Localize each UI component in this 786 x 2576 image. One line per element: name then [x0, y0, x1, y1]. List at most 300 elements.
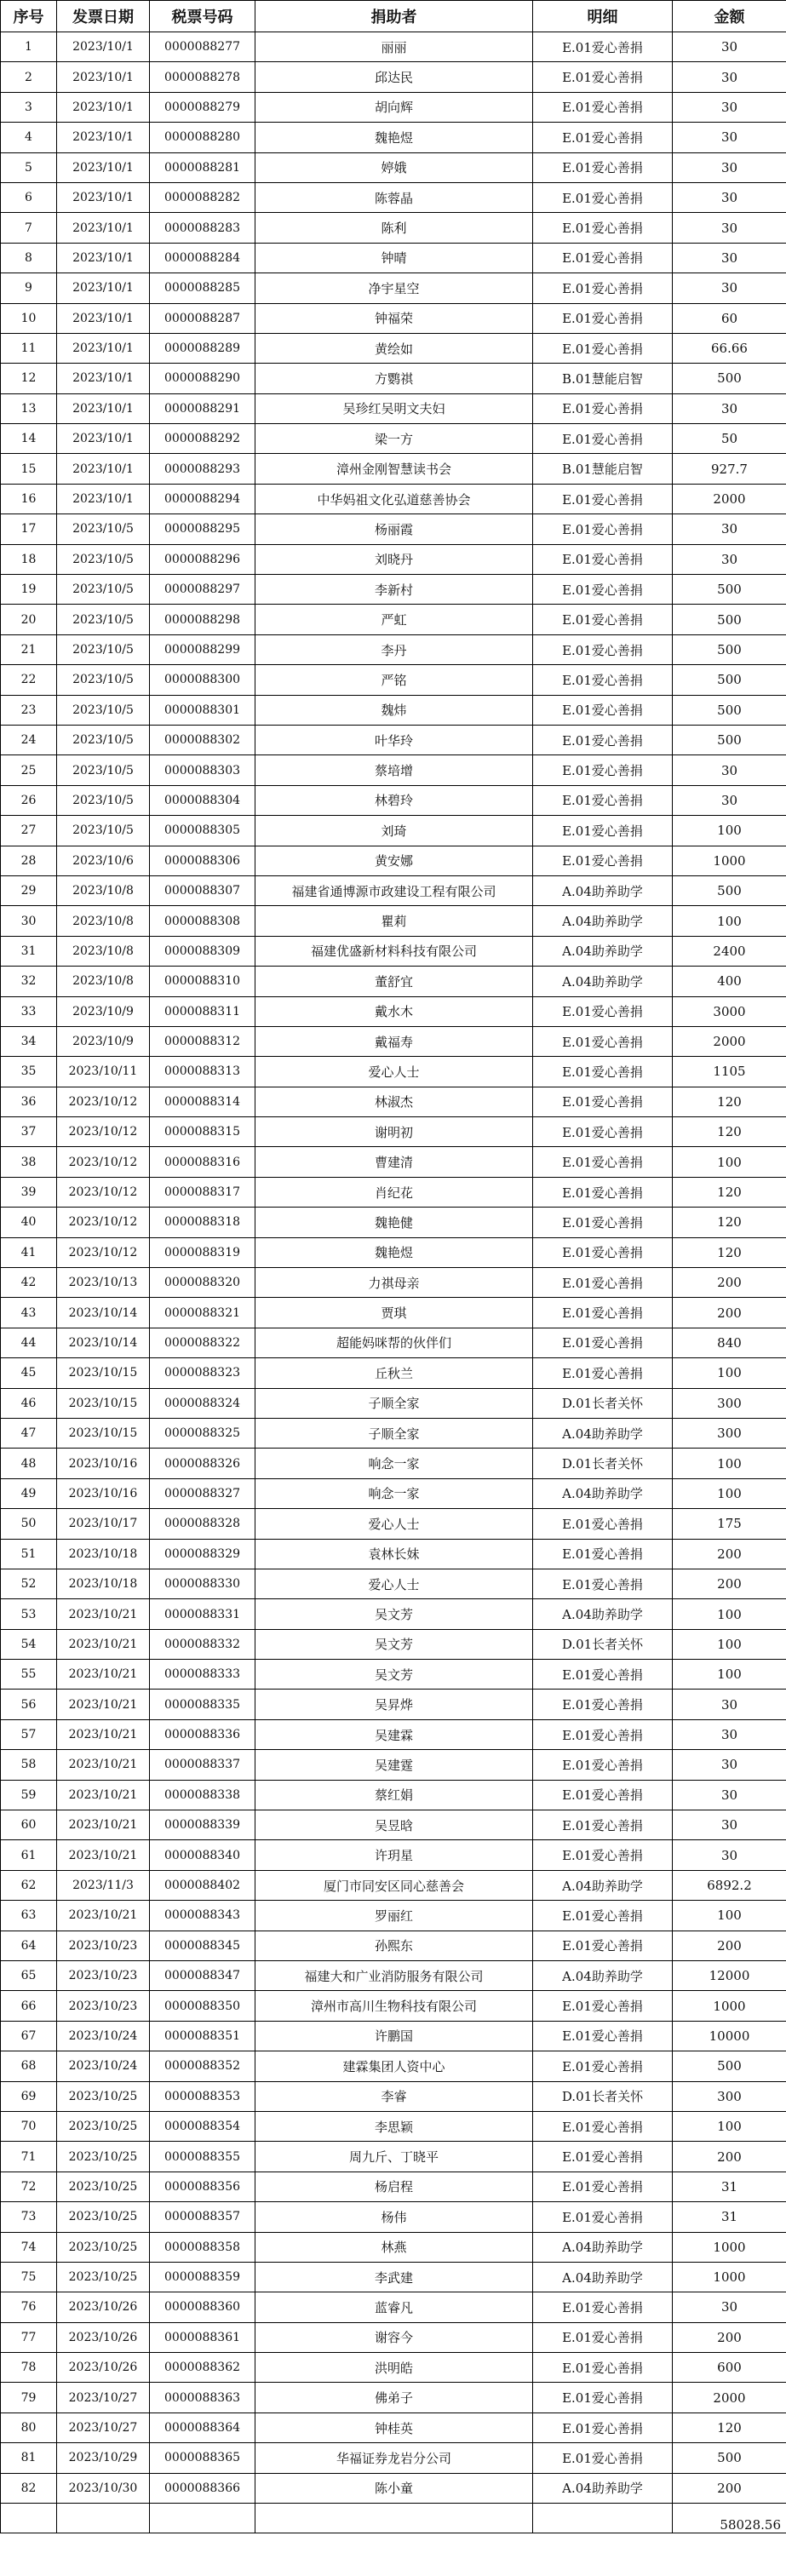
invoice-date: 2023/10/24	[57, 2021, 150, 2051]
donor-name: 福建大和广业消防服务有限公司	[255, 1961, 533, 1991]
donor-name: 蔡红娟	[255, 1780, 533, 1810]
table-row	[1, 2383, 786, 2412]
invoice-date: 2023/10/1	[57, 393, 150, 423]
donation-detail: E.01爱心善捐	[533, 1147, 673, 1177]
header-invoice-date: 发票日期	[57, 1, 150, 32]
donation-amount: 500	[673, 725, 786, 754]
donation-amount: 175	[673, 1509, 786, 1539]
donation-detail: A.04助养助学	[533, 2262, 673, 2292]
donation-detail: E.01爱心善捐	[533, 1690, 673, 1719]
invoice-date: 2023/10/25	[57, 2111, 150, 2141]
invoice-date: 2023/10/21	[57, 1840, 150, 1870]
donation-amount: 2000	[673, 1026, 786, 1056]
donation-amount: 30	[673, 92, 786, 122]
row-index: 11	[1, 333, 57, 363]
donation-detail: E.01爱心善捐	[533, 665, 673, 695]
donor-name: 刘琦	[255, 816, 533, 846]
donation-detail: E.01爱心善捐	[533, 424, 673, 454]
invoice-number: 0000088358	[150, 2232, 255, 2262]
donation-detail: E.01爱心善捐	[533, 634, 673, 664]
row-index: 60	[1, 1810, 57, 1840]
invoice-date: 2023/10/6	[57, 846, 150, 875]
donor-name: 董舒宜	[255, 967, 533, 996]
invoice-number: 0000088294	[150, 484, 255, 513]
invoice-date: 2023/10/14	[57, 1298, 150, 1328]
donation-detail: E.01爱心善捐	[533, 1177, 673, 1207]
table-row	[1, 2292, 786, 2322]
invoice-date: 2023/10/29	[57, 2443, 150, 2473]
table-row	[1, 1449, 786, 1478]
donation-detail: D.01长者关怀	[533, 1449, 673, 1478]
invoice-number: 0000088315	[150, 1117, 255, 1147]
invoice-date: 2023/10/5	[57, 605, 150, 634]
invoice-date: 2023/10/12	[57, 1208, 150, 1237]
invoice-number: 0000088303	[150, 755, 255, 785]
table-row	[1, 1870, 786, 1900]
invoice-date: 2023/10/15	[57, 1358, 150, 1388]
total-blank-cell	[57, 2504, 150, 2533]
invoice-number: 0000088355	[150, 2142, 255, 2172]
table-row	[1, 1810, 786, 1840]
invoice-date: 2023/10/23	[57, 1931, 150, 1960]
invoice-number: 0000088310	[150, 967, 255, 996]
table-row	[1, 333, 786, 363]
table-row	[1, 182, 786, 212]
total-blank-cell	[1, 2504, 57, 2533]
donation-amount: 30	[673, 1750, 786, 1780]
donation-amount: 30	[673, 1690, 786, 1719]
donation-amount: 927.7	[673, 454, 786, 484]
donation-detail: B.01慧能启智	[533, 454, 673, 484]
donor-name: 吴昱晗	[255, 1810, 533, 1840]
row-index: 48	[1, 1449, 57, 1478]
invoice-number: 0000088319	[150, 1237, 255, 1267]
table-row	[1, 1478, 786, 1508]
invoice-date: 2023/10/5	[57, 665, 150, 695]
donor-name: 子顺全家	[255, 1388, 533, 1418]
donor-name: 肖纪花	[255, 1177, 533, 1207]
row-index: 2	[1, 62, 57, 92]
donation-detail: E.01爱心善捐	[533, 1840, 673, 1870]
donation-amount: 600	[673, 2353, 786, 2383]
invoice-number: 0000088305	[150, 816, 255, 846]
donor-name: 超能妈咪帮的伙伴们	[255, 1328, 533, 1357]
row-index: 64	[1, 1931, 57, 1960]
donation-detail: E.01爱心善捐	[533, 1057, 673, 1087]
invoice-date: 2023/10/21	[57, 1660, 150, 1690]
donor-name: 刘晓丹	[255, 544, 533, 574]
donor-name: 魏艳健	[255, 1208, 533, 1237]
donation-amount: 120	[673, 2412, 786, 2442]
invoice-number: 0000088284	[150, 243, 255, 273]
donation-detail: A.04助养助学	[533, 1478, 673, 1508]
donation-detail: E.01爱心善捐	[533, 1026, 673, 1056]
invoice-number: 0000088316	[150, 1147, 255, 1177]
invoice-date: 2023/10/12	[57, 1117, 150, 1147]
invoice-number: 0000088356	[150, 2172, 255, 2201]
row-index: 33	[1, 996, 57, 1026]
donation-amount: 100	[673, 1599, 786, 1629]
donation-detail: E.01爱心善捐	[533, 1237, 673, 1267]
row-index: 41	[1, 1237, 57, 1267]
invoice-number: 0000088290	[150, 364, 255, 393]
donor-name: 谢容今	[255, 2322, 533, 2352]
donation-amount: 500	[673, 2443, 786, 2473]
table-row	[1, 484, 786, 513]
table-row	[1, 1298, 786, 1328]
donation-amount: 3000	[673, 996, 786, 1026]
donation-detail: A.04助养助学	[533, 2232, 673, 2262]
donation-detail: E.01爱心善捐	[533, 1358, 673, 1388]
invoice-date: 2023/10/5	[57, 785, 150, 815]
donor-name: 力祺母亲	[255, 1268, 533, 1298]
invoice-number: 0000088277	[150, 32, 255, 62]
donation-amount: 200	[673, 1298, 786, 1328]
donation-detail: A.04助养助学	[533, 906, 673, 936]
invoice-number: 0000088353	[150, 2081, 255, 2111]
table-body	[1, 32, 786, 2504]
row-index: 72	[1, 2172, 57, 2201]
invoice-number: 0000088332	[150, 1629, 255, 1659]
invoice-number: 0000088293	[150, 454, 255, 484]
table-row	[1, 725, 786, 754]
invoice-number: 0000088360	[150, 2292, 255, 2322]
invoice-date: 2023/10/26	[57, 2322, 150, 2352]
donation-detail: E.01爱心善捐	[533, 1268, 673, 1298]
invoice-date: 2023/10/15	[57, 1388, 150, 1418]
row-index: 49	[1, 1478, 57, 1508]
row-index: 46	[1, 1388, 57, 1418]
invoice-number: 0000088328	[150, 1509, 255, 1539]
row-index: 58	[1, 1750, 57, 1780]
invoice-date: 2023/10/5	[57, 755, 150, 785]
table-row	[1, 1177, 786, 1207]
invoice-date: 2023/10/9	[57, 1026, 150, 1056]
invoice-number: 0000088366	[150, 2473, 255, 2503]
table-row	[1, 816, 786, 846]
table-row	[1, 2232, 786, 2262]
donor-name: 周九斤、丁晓平	[255, 2142, 533, 2172]
invoice-date: 2023/10/12	[57, 1237, 150, 1267]
row-index: 66	[1, 1991, 57, 2021]
donor-name: 方鹦祺	[255, 364, 533, 393]
donation-detail: E.01爱心善捐	[533, 243, 673, 273]
donation-detail: E.01爱心善捐	[533, 725, 673, 754]
table-row	[1, 1931, 786, 1960]
invoice-date: 2023/10/21	[57, 1690, 150, 1719]
donation-amount: 30	[673, 1780, 786, 1810]
donation-amount: 30	[673, 1840, 786, 1870]
row-index: 32	[1, 967, 57, 996]
invoice-date: 2023/10/24	[57, 2051, 150, 2081]
invoice-date: 2023/10/25	[57, 2081, 150, 2111]
donation-detail: E.01爱心善捐	[533, 1810, 673, 1840]
donor-name: 谢明初	[255, 1117, 533, 1147]
invoice-number: 0000088324	[150, 1388, 255, 1418]
donation-detail: E.01爱心善捐	[533, 1087, 673, 1116]
row-index: 34	[1, 1026, 57, 1056]
invoice-number: 0000088336	[150, 1719, 255, 1749]
donation-detail: E.01爱心善捐	[533, 393, 673, 423]
table-row	[1, 1690, 786, 1719]
donation-amount: 31	[673, 2172, 786, 2201]
donation-detail: E.01爱心善捐	[533, 1569, 673, 1598]
invoice-number: 0000088337	[150, 1750, 255, 1780]
donation-amount: 200	[673, 1931, 786, 1960]
table-row	[1, 1660, 786, 1690]
row-index: 17	[1, 514, 57, 544]
row-index: 37	[1, 1117, 57, 1147]
invoice-number: 0000088282	[150, 182, 255, 212]
table-row	[1, 1418, 786, 1448]
donation-detail: E.01爱心善捐	[533, 273, 673, 303]
header-detail: 明细	[533, 1, 673, 32]
invoice-date: 2023/10/5	[57, 725, 150, 754]
donation-amount: 6892.2	[673, 1870, 786, 1900]
invoice-date: 2023/10/21	[57, 1780, 150, 1810]
row-index: 14	[1, 424, 57, 454]
donation-amount: 30	[673, 32, 786, 62]
total-blank-cell	[533, 2504, 673, 2533]
donation-amount: 30	[673, 785, 786, 815]
invoice-date: 2023/11/3	[57, 1870, 150, 1900]
donation-detail: A.04助养助学	[533, 2473, 673, 2503]
row-index: 74	[1, 2232, 57, 2262]
donation-detail: E.01爱心善捐	[533, 1298, 673, 1328]
donation-amount: 100	[673, 1629, 786, 1659]
invoice-date: 2023/10/16	[57, 1478, 150, 1508]
row-index: 20	[1, 605, 57, 634]
row-index: 28	[1, 846, 57, 875]
table-row	[1, 2021, 786, 2051]
row-index: 54	[1, 1629, 57, 1659]
donation-amount: 1000	[673, 1991, 786, 2021]
donor-name: 吴建霖	[255, 1719, 533, 1749]
donor-name: 魏炜	[255, 695, 533, 725]
donation-detail: E.01爱心善捐	[533, 2322, 673, 2352]
invoice-number: 0000088297	[150, 575, 255, 605]
donor-name: 响念一家	[255, 1449, 533, 1478]
donor-name: 钟晴	[255, 243, 533, 273]
donation-amount: 10000	[673, 2021, 786, 2051]
donor-name: 李武建	[255, 2262, 533, 2292]
donation-detail: E.01爱心善捐	[533, 1931, 673, 1960]
row-index: 77	[1, 2322, 57, 2352]
donor-name: 杨伟	[255, 2202, 533, 2232]
donation-detail: E.01爱心善捐	[533, 2172, 673, 2201]
donation-amount: 30	[673, 2292, 786, 2322]
row-index: 57	[1, 1719, 57, 1749]
row-index: 55	[1, 1660, 57, 1690]
table-row	[1, 424, 786, 454]
table-row	[1, 936, 786, 966]
donor-name: 吴文芳	[255, 1660, 533, 1690]
invoice-date: 2023/10/12	[57, 1147, 150, 1177]
row-index: 42	[1, 1268, 57, 1298]
donor-name: 中华妈祖文化弘道慈善协会	[255, 484, 533, 513]
invoice-number: 0000088347	[150, 1961, 255, 1991]
invoice-number: 0000088322	[150, 1328, 255, 1357]
invoice-number: 0000088299	[150, 634, 255, 664]
invoice-number: 0000088287	[150, 303, 255, 333]
invoice-date: 2023/10/15	[57, 1418, 150, 1448]
donation-amount: 1000	[673, 2232, 786, 2262]
donation-amount: 500	[673, 665, 786, 695]
donor-name: 李新村	[255, 575, 533, 605]
invoice-number: 0000088317	[150, 1177, 255, 1207]
table-row	[1, 544, 786, 574]
donation-detail: A.04助养助学	[533, 1418, 673, 1448]
donation-amount: 200	[673, 1539, 786, 1569]
donor-name: 贾琪	[255, 1298, 533, 1328]
invoice-date: 2023/10/1	[57, 364, 150, 393]
table-row	[1, 1026, 786, 1056]
invoice-date: 2023/10/1	[57, 182, 150, 212]
table-row	[1, 2202, 786, 2232]
donation-amount: 200	[673, 2322, 786, 2352]
donor-name: 袁林长妹	[255, 1539, 533, 1569]
row-index: 31	[1, 936, 57, 966]
table-row	[1, 2172, 786, 2201]
donation-amount: 100	[673, 816, 786, 846]
donation-detail: A.04助养助学	[533, 1961, 673, 1991]
total-row	[1, 2504, 786, 2533]
donor-name: 陈利	[255, 213, 533, 243]
invoice-date: 2023/10/1	[57, 123, 150, 152]
table-row	[1, 273, 786, 303]
header-donor: 捐助者	[255, 1, 533, 32]
invoice-number: 0000088296	[150, 544, 255, 574]
invoice-date: 2023/10/12	[57, 1087, 150, 1116]
row-index: 59	[1, 1780, 57, 1810]
invoice-date: 2023/10/1	[57, 424, 150, 454]
donor-name: 婷娥	[255, 152, 533, 182]
donor-name: 杨启程	[255, 2172, 533, 2201]
donor-name: 林淑杰	[255, 1087, 533, 1116]
donation-amount: 100	[673, 1449, 786, 1478]
invoice-number: 0000088292	[150, 424, 255, 454]
table-row	[1, 1057, 786, 1087]
donation-detail: E.01爱心善捐	[533, 846, 673, 875]
donor-name: 陈小童	[255, 2473, 533, 2503]
row-index: 10	[1, 303, 57, 333]
row-index: 45	[1, 1358, 57, 1388]
table-row	[1, 785, 786, 815]
invoice-number: 0000088354	[150, 2111, 255, 2141]
donor-name: 吴昇烨	[255, 1690, 533, 1719]
invoice-date: 2023/10/27	[57, 2383, 150, 2412]
donor-name: 建霖集团人资中心	[255, 2051, 533, 2081]
donation-amount: 120	[673, 1237, 786, 1267]
invoice-number: 0000088320	[150, 1268, 255, 1298]
invoice-number: 0000088402	[150, 1870, 255, 1900]
invoice-date: 2023/10/8	[57, 906, 150, 936]
invoice-number: 0000088281	[150, 152, 255, 182]
invoice-number: 0000088340	[150, 1840, 255, 1870]
donation-amount: 30	[673, 1719, 786, 1749]
row-index: 1	[1, 32, 57, 62]
donor-name: 福建省通博源市政建设工程有限公司	[255, 875, 533, 905]
donation-amount: 200	[673, 2142, 786, 2172]
invoice-number: 0000088345	[150, 1931, 255, 1960]
invoice-date: 2023/10/5	[57, 695, 150, 725]
donation-amount: 500	[673, 875, 786, 905]
table-row	[1, 2443, 786, 2473]
donation-detail: E.01爱心善捐	[533, 2202, 673, 2232]
table-row	[1, 996, 786, 1026]
row-index: 35	[1, 1057, 57, 1087]
table-row	[1, 152, 786, 182]
total-blank-cell	[150, 2504, 255, 2533]
invoice-date: 2023/10/12	[57, 1177, 150, 1207]
invoice-number: 0000088326	[150, 1449, 255, 1478]
invoice-date: 2023/10/11	[57, 1057, 150, 1087]
invoice-number: 0000088318	[150, 1208, 255, 1237]
donation-amount: 100	[673, 1358, 786, 1388]
donor-name: 梁一方	[255, 424, 533, 454]
invoice-number: 0000088298	[150, 605, 255, 634]
row-index: 7	[1, 213, 57, 243]
donation-detail: E.01爱心善捐	[533, 1780, 673, 1810]
table-row	[1, 1840, 786, 1870]
donation-detail: E.01爱心善捐	[533, 755, 673, 785]
donation-amount: 100	[673, 2111, 786, 2141]
donor-name: 严铭	[255, 665, 533, 695]
invoice-number: 0000088301	[150, 695, 255, 725]
table-row	[1, 1539, 786, 1569]
table-row	[1, 1629, 786, 1659]
invoice-number: 0000088321	[150, 1298, 255, 1328]
invoice-number: 0000088307	[150, 875, 255, 905]
row-index: 16	[1, 484, 57, 513]
donation-detail: D.01长者关怀	[533, 1388, 673, 1418]
donor-name: 严虹	[255, 605, 533, 634]
donation-amount: 500	[673, 575, 786, 605]
invoice-date: 2023/10/25	[57, 2142, 150, 2172]
donation-detail: E.01爱心善捐	[533, 303, 673, 333]
row-index: 61	[1, 1840, 57, 1870]
donor-name: 吴建霆	[255, 1750, 533, 1780]
donor-name: 净宇星空	[255, 273, 533, 303]
table-row	[1, 1901, 786, 1931]
donation-detail: E.01爱心善捐	[533, 544, 673, 574]
donor-name: 钟桂英	[255, 2412, 533, 2442]
table-row	[1, 1569, 786, 1598]
donation-amount: 100	[673, 1901, 786, 1931]
row-index: 65	[1, 1961, 57, 1991]
table-row	[1, 32, 786, 62]
invoice-date: 2023/10/5	[57, 634, 150, 664]
donor-name: 吴文芳	[255, 1629, 533, 1659]
donation-amount: 2000	[673, 484, 786, 513]
donation-detail: E.01爱心善捐	[533, 1991, 673, 2021]
row-index: 67	[1, 2021, 57, 2051]
donation-amount: 120	[673, 1177, 786, 1207]
invoice-date: 2023/10/8	[57, 936, 150, 966]
table-row	[1, 514, 786, 544]
row-index: 39	[1, 1177, 57, 1207]
row-index: 52	[1, 1569, 57, 1598]
row-index: 80	[1, 2412, 57, 2442]
row-index: 76	[1, 2292, 57, 2322]
invoice-date: 2023/10/1	[57, 243, 150, 273]
donation-amount: 400	[673, 967, 786, 996]
donation-detail: E.01爱心善捐	[533, 1750, 673, 1780]
invoice-number: 0000088351	[150, 2021, 255, 2051]
donation-amount: 60	[673, 303, 786, 333]
donor-name: 林碧玲	[255, 785, 533, 815]
donor-name: 叶华玲	[255, 725, 533, 754]
